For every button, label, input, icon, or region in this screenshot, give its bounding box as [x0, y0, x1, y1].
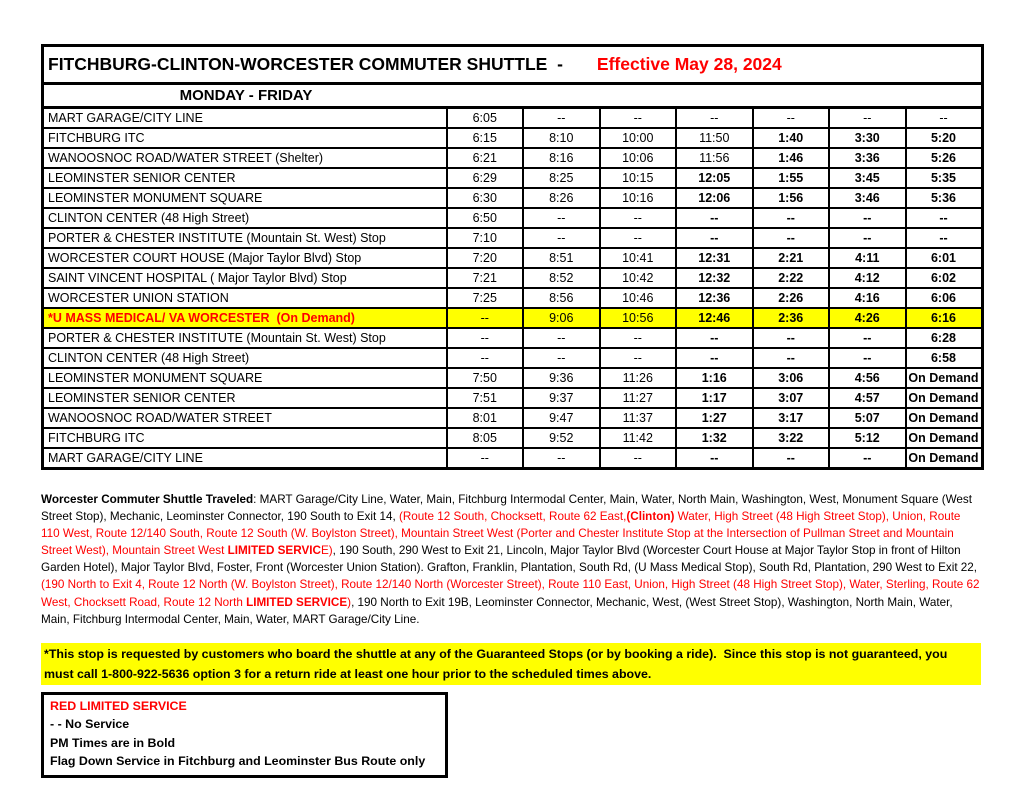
- time-cell: 8:26: [523, 188, 600, 208]
- time-cell: --: [447, 348, 524, 368]
- time-cell: --: [829, 448, 906, 469]
- day-header-cell: [43, 84, 983, 108]
- time-cell: --: [600, 208, 677, 228]
- time-cell: --: [600, 328, 677, 348]
- time-cell: 6:15: [447, 128, 524, 148]
- stop-name-cell: PORTER & CHESTER INSTITUTE (Mountain St. West) Stop: [43, 228, 447, 248]
- table-row: [43, 168, 983, 188]
- time-cell: 10:56: [600, 308, 677, 328]
- time-cell: 3:22: [753, 428, 830, 448]
- time-cell: 8:52: [523, 268, 600, 288]
- time-cell: --: [829, 108, 906, 129]
- table-row: [43, 308, 983, 328]
- time-cell: On Demand: [906, 428, 983, 448]
- stop-name-cell: LEOMINSTER MONUMENT SQUARE: [43, 368, 447, 388]
- time-cell: --: [523, 348, 600, 368]
- time-cell: 10:06: [600, 148, 677, 168]
- legend-line: PM Times are in Bold: [50, 735, 176, 750]
- time-cell: 1:32: [676, 428, 753, 448]
- stop-name-cell: FITCHBURG ITC: [43, 128, 447, 148]
- time-cell: --: [906, 228, 983, 248]
- route-description-segment: (Clinton): [626, 510, 675, 524]
- time-cell: 8:51: [523, 248, 600, 268]
- time-cell: 10:46: [600, 288, 677, 308]
- time-cell: 12:46: [676, 308, 753, 328]
- table-row: [43, 228, 983, 248]
- time-cell: 9:06: [523, 308, 600, 328]
- stop-name-cell: LEOMINSTER SENIOR CENTER: [43, 168, 447, 188]
- time-cell: --: [447, 308, 524, 328]
- time-cell: 5:20: [906, 128, 983, 148]
- time-cell: 11:42: [600, 428, 677, 448]
- stop-name-cell: CLINTON CENTER (48 High Street): [43, 208, 447, 228]
- time-cell: --: [676, 108, 753, 129]
- stop-name-cell: MART GARAGE/CITY LINE: [43, 448, 447, 469]
- stop-name-cell: WANOOSNOC ROAD/WATER STREET: [43, 408, 447, 428]
- time-cell: --: [523, 108, 600, 129]
- title-cell: [43, 46, 983, 84]
- route-description-segment: Water, High Street (48 High Street Stop), Union, Route 110 West, Route 12/140 South, Route 12 South (W. Boylston Street), Mountain Street West (Porter and Chester Institute Stop at the Intersection of Pullman Street and Mountain Street West), Mountain Street West: [41, 510, 961, 558]
- route-description-segment: : MART Garage/City Line, Water, Main, Fitchburg Intermodal Center, Main, Water, North Main, Washington, West, Monument Square (West Street Stop), Mechanic, Leominster Connector, 190 South to Exit 14,: [41, 493, 973, 524]
- time-cell: 7:50: [447, 368, 524, 388]
- time-cell: --: [906, 208, 983, 228]
- time-cell: 2:22: [753, 268, 830, 288]
- time-cell: --: [600, 108, 677, 129]
- legend-line: - - No Service: [50, 717, 130, 732]
- time-cell: On Demand: [906, 388, 983, 408]
- time-cell: 5:35: [906, 168, 983, 188]
- time-cell: 9:47: [523, 408, 600, 428]
- table-row: [43, 128, 983, 148]
- time-cell: 12:36: [676, 288, 753, 308]
- table-row: [43, 368, 983, 388]
- time-cell: 1:17: [676, 388, 753, 408]
- legend-line: RED LIMITED SERVICE: [50, 698, 187, 713]
- stop-name-cell: PORTER & CHESTER INSTITUTE (Mountain St. West) Stop: [43, 328, 447, 348]
- time-cell: --: [523, 228, 600, 248]
- time-cell: 8:25: [523, 168, 600, 188]
- time-cell: 7:25: [447, 288, 524, 308]
- time-cell: 10:15: [600, 168, 677, 188]
- time-cell: 5:07: [829, 408, 906, 428]
- stop-name-cell: WORCESTER COURT HOUSE (Major Taylor Blvd) Stop: [43, 248, 447, 268]
- time-cell: --: [676, 208, 753, 228]
- schedule-table: [41, 44, 984, 470]
- table-row: [43, 428, 983, 448]
- time-cell: --: [523, 448, 600, 469]
- route-description-segment: ): [347, 595, 352, 609]
- time-cell: On Demand: [906, 408, 983, 428]
- time-cell: --: [753, 448, 830, 469]
- time-cell: On Demand: [906, 448, 983, 469]
- time-cell: --: [906, 108, 983, 129]
- day-header: MONDAY - FRIDAY: [179, 87, 313, 104]
- time-cell: --: [753, 108, 830, 129]
- route-description-segment: Worcester Commuter Shuttle Traveled: [41, 493, 254, 506]
- time-cell: 11:37: [600, 408, 677, 428]
- time-cell: 4:11: [829, 248, 906, 268]
- time-cell: --: [523, 328, 600, 348]
- legend-box: [41, 692, 448, 778]
- time-cell: --: [753, 228, 830, 248]
- effective-date: Effective May 28, 2024: [596, 54, 782, 74]
- table-row: [43, 348, 983, 368]
- stop-name-cell: CLINTON CENTER (48 High Street): [43, 348, 447, 368]
- time-cell: 12:31: [676, 248, 753, 268]
- time-cell: 1:55: [753, 168, 830, 188]
- table-row: [43, 208, 983, 228]
- time-cell: --: [676, 348, 753, 368]
- time-cell: 4:16: [829, 288, 906, 308]
- time-cell: 11:56: [676, 148, 753, 168]
- time-cell: 6:16: [906, 308, 983, 328]
- table-row: [43, 248, 983, 268]
- time-cell: --: [600, 348, 677, 368]
- time-cell: 3:07: [753, 388, 830, 408]
- time-cell: 10:42: [600, 268, 677, 288]
- legend-line: Flag Down Service in Fitchburg and Leominster Bus Route only: [50, 754, 426, 769]
- time-cell: --: [829, 328, 906, 348]
- time-cell: 6:06: [906, 288, 983, 308]
- time-cell: --: [600, 448, 677, 469]
- table-row: [43, 448, 983, 469]
- stop-name-cell: LEOMINSTER MONUMENT SQUARE: [43, 188, 447, 208]
- time-cell: 7:20: [447, 248, 524, 268]
- title-row: [43, 46, 983, 84]
- time-cell: 11:50: [676, 128, 753, 148]
- route-description-segment: LIMITED SERVIC: [227, 544, 321, 558]
- time-cell: 8:01: [447, 408, 524, 428]
- time-cell: 1:27: [676, 408, 753, 428]
- table-row: [43, 408, 983, 428]
- stop-name-cell: MART GARAGE/CITY LINE: [43, 108, 447, 129]
- time-cell: 4:57: [829, 388, 906, 408]
- time-cell: 6:05: [447, 108, 524, 129]
- time-cell: 10:16: [600, 188, 677, 208]
- stop-name-cell: LEOMINSTER SENIOR CENTER: [43, 388, 447, 408]
- time-cell: 1:16: [676, 368, 753, 388]
- time-cell: 9:37: [523, 388, 600, 408]
- time-cell: 6:58: [906, 348, 983, 368]
- time-cell: --: [447, 328, 524, 348]
- day-header-row: [43, 84, 983, 108]
- time-cell: 6:28: [906, 328, 983, 348]
- time-cell: 5:36: [906, 188, 983, 208]
- time-cell: 6:29: [447, 168, 524, 188]
- time-cell: 2:21: [753, 248, 830, 268]
- table-row: [43, 388, 983, 408]
- route-description-segment: , 190 South, 290 West to Exit 21, Lincoln, Major Taylor Blvd (Worcester Court House at Major Taylor Stop in front of Hilton Garden Hotel), Major Taylor Blvd, Foster, Front (Worcester Union Station). Grafton, Franklin, Plantation, South Rd, (U Mass Medical Stop), South Rd, Plantation, 290 West to Exit 22,: [41, 544, 978, 575]
- time-cell: 7:10: [447, 228, 524, 248]
- guarantee-note: *This stop is requested by customers who board the shuttle at any of the Guaranteed Stops (or by booking a ride). Since this stop is not guaranteed, you must call 1-800-922-5636 option 3 for a return ride at least one hour prior to the scheduled times above.: [41, 643, 981, 685]
- time-cell: 2:26: [753, 288, 830, 308]
- route-description: [41, 491, 981, 628]
- time-cell: 8:16: [523, 148, 600, 168]
- table-row: [43, 108, 983, 129]
- time-cell: 3:06: [753, 368, 830, 388]
- time-cell: --: [829, 348, 906, 368]
- time-cell: 3:17: [753, 408, 830, 428]
- time-cell: 1:46: [753, 148, 830, 168]
- table-row: [43, 328, 983, 348]
- time-cell: 6:21: [447, 148, 524, 168]
- time-cell: --: [753, 348, 830, 368]
- time-cell: 9:36: [523, 368, 600, 388]
- time-cell: 3:36: [829, 148, 906, 168]
- time-cell: 2:36: [753, 308, 830, 328]
- time-cell: --: [523, 208, 600, 228]
- stop-name-cell: *U MASS MEDICAL/ VA WORCESTER (On Demand): [43, 308, 447, 328]
- table-row: [43, 148, 983, 168]
- schedule-body: [43, 108, 983, 469]
- stop-name-cell: SAINT VINCENT HOSPITAL ( Major Taylor Blvd) Stop: [43, 268, 447, 288]
- time-cell: 5:12: [829, 428, 906, 448]
- table-row: [43, 188, 983, 208]
- time-cell: --: [676, 228, 753, 248]
- stop-name-cell: FITCHBURG ITC: [43, 428, 447, 448]
- time-cell: 7:21: [447, 268, 524, 288]
- table-row: [43, 268, 983, 288]
- time-cell: 3:46: [829, 188, 906, 208]
- route-description-segment: LIMITED SERVICE: [246, 595, 348, 609]
- time-cell: --: [829, 228, 906, 248]
- time-cell: 1:56: [753, 188, 830, 208]
- time-cell: 12:32: [676, 268, 753, 288]
- time-cell: 11:27: [600, 388, 677, 408]
- time-cell: --: [753, 208, 830, 228]
- time-cell: 3:30: [829, 128, 906, 148]
- time-cell: 10:41: [600, 248, 677, 268]
- time-cell: 4:26: [829, 308, 906, 328]
- route-description-segment: E): [320, 544, 333, 558]
- time-cell: 8:05: [447, 428, 524, 448]
- time-cell: 10:00: [600, 128, 677, 148]
- time-cell: 12:05: [676, 168, 753, 188]
- time-cell: 12:06: [676, 188, 753, 208]
- time-cell: 6:02: [906, 268, 983, 288]
- time-cell: --: [676, 448, 753, 469]
- time-cell: 6:01: [906, 248, 983, 268]
- time-cell: On Demand: [906, 368, 983, 388]
- time-cell: 4:12: [829, 268, 906, 288]
- time-cell: 7:51: [447, 388, 524, 408]
- timetable-page: [41, 44, 981, 778]
- route-description-segment: (Route 12 South, Chocksett, Route 62 East,: [398, 510, 627, 524]
- time-cell: --: [447, 448, 524, 469]
- time-cell: 8:10: [523, 128, 600, 148]
- table-row: [43, 288, 983, 308]
- time-cell: 4:56: [829, 368, 906, 388]
- time-cell: 6:30: [447, 188, 524, 208]
- time-cell: --: [753, 328, 830, 348]
- time-cell: 9:52: [523, 428, 600, 448]
- stop-name-cell: WORCESTER UNION STATION: [43, 288, 447, 308]
- stop-name-cell: WANOOSNOC ROAD/WATER STREET (Shelter): [43, 148, 447, 168]
- time-cell: 6:50: [447, 208, 524, 228]
- time-cell: 5:26: [906, 148, 983, 168]
- page-title: FITCHBURG-CLINTON-WORCESTER COMMUTER SHUTTLE -: [48, 54, 563, 74]
- time-cell: --: [829, 208, 906, 228]
- time-cell: 8:56: [523, 288, 600, 308]
- time-cell: 1:40: [753, 128, 830, 148]
- time-cell: 3:45: [829, 168, 906, 188]
- time-cell: 11:26: [600, 368, 677, 388]
- time-cell: --: [676, 328, 753, 348]
- route-description-segment: , 190 North to Exit 19B, Leominster Connector, Mechanic, West, (West Street Stop), Washington, North Main, Water, Main, Fitchburg Intermodal Center, Main, Water, MART Garage/City Line.: [41, 595, 953, 626]
- time-cell: --: [600, 228, 677, 248]
- route-description-segment: (190 North to Exit 4, Route 12 North (W. Boylston Street), Route 12/140 North (Worcester Street), Route 110 East, Union, High Street (48 High Street Stop), Water, Sterling, Route 62 West, Chocksett Road, Route 12 North: [41, 578, 980, 609]
